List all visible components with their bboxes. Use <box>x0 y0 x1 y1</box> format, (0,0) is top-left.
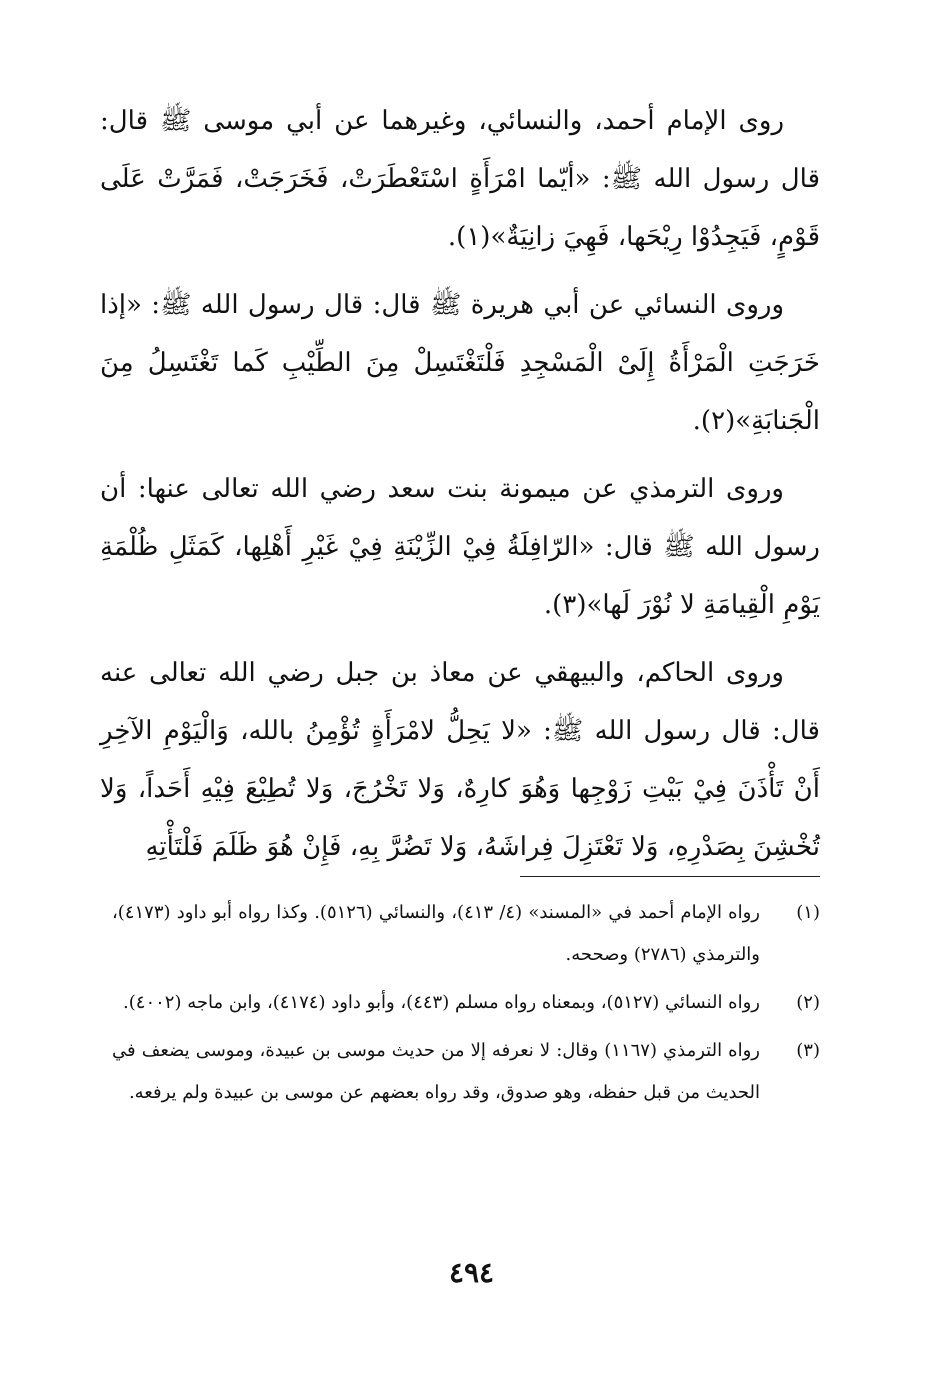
body-paragraph: وروى الترمذي عن ميمونة بنت سعد رضي الله تعالى عنها: أن رسول الله ﷺ قال: «الرّافِلَةُ فِيْ الزِّيْنَةِ فِيْ غَيْرِ أَهْلِها، كَمَثَلِ ظُلْمَةِ يَوْمِ الْقِيامَةِ لا نُوْرَ لَها»(٣). <box>100 474 820 620</box>
main-text <box>100 92 820 876</box>
footnote <box>112 1030 820 1114</box>
body-paragraph: وروى الحاكم، والبيهقي عن معاذ بن جبل رضي الله تعالى عنه قال: قال رسول الله ﷺ: «لا يَحِلُّ لامْرَأَةٍ تُؤْمِنُ بالله، وَالْيَوْمِ الآخِرِ أَنْ تَأْذَنَ فِيْ بَيْتِ زَوْجِها وَهُوَ كارِهٌ، وَلا تَخْرُجَ، وَلا تُطِيْعَ فِيْهِ أَحَداً، وَلا تُخْشِنَ بِصَدْرِهِ، وَلا تَعْتَزِلَ فِراشَهُ، وَلا تَضُرَّ بِهِ، فَإِنْ هُوَ ظَلَمَ فَلْتَأْتِهِ <box>100 658 820 862</box>
footnote-text: رواه الإمام أحمد في «المسند» (٤/ ٤١٣)، والنسائي (٥١٢٦). وكذا رواه أبو داود (٤١٧٣)، والترمذي (٢٧٨٦) وصححه. <box>112 902 761 965</box>
footnote <box>112 982 820 1024</box>
footnote <box>112 892 820 976</box>
footnote-number: (٣) <box>796 1040 820 1061</box>
page-number: ٤٩٤ <box>448 1256 495 1289</box>
footnotes <box>112 892 820 1120</box>
footnote-number: (٢) <box>796 992 820 1013</box>
footnote-number: (١) <box>796 902 820 923</box>
footnote-separator <box>520 876 820 877</box>
body-paragraph: روى الإمام أحمد، والنسائي، وغيرهما عن أبي موسى ﷺ قال: قال رسول الله ﷺ: «أيّما امْرَأَةٍ اسْتَعْطَرَتْ، فَخَرَجَتْ، فَمَرَّتْ عَلَى قَوْمٍ، فَيَجِدُوْا رِيْحَها، فَهِيَ زانِيَةٌ»(١). <box>100 106 820 252</box>
footnote-text: رواه النسائي (٥١٢٧)، وبمعناه رواه مسلم (٤٤٣)، وأبو داود (٤١٧٤)، وابن ماجه (٤٠٠٢). <box>123 992 760 1013</box>
footnote-text: رواه الترمذي (١١٦٧) وقال: لا نعرفه إلا من حديث موسى بن عبيدة، وموسى يضعف في الحديث من قبل حفظه، وهو صدوق، وقد رواه بعضهم عن موسى بن عبيدة ولم يرفعه. <box>112 1040 760 1103</box>
body-paragraph: وروى النسائي عن أبي هريرة ﷺ قال: قال رسول الله ﷺ: «إذا خَرَجَتِ الْمَرْأَةُ إِلَىْ الْمَسْجِدِ فَلْتَغْتَسِلْ مِنَ الطِّيْبِ كَما تَغْتَسِلُ مِنَ الْجَنابَةِ»(٢). <box>100 290 820 436</box>
